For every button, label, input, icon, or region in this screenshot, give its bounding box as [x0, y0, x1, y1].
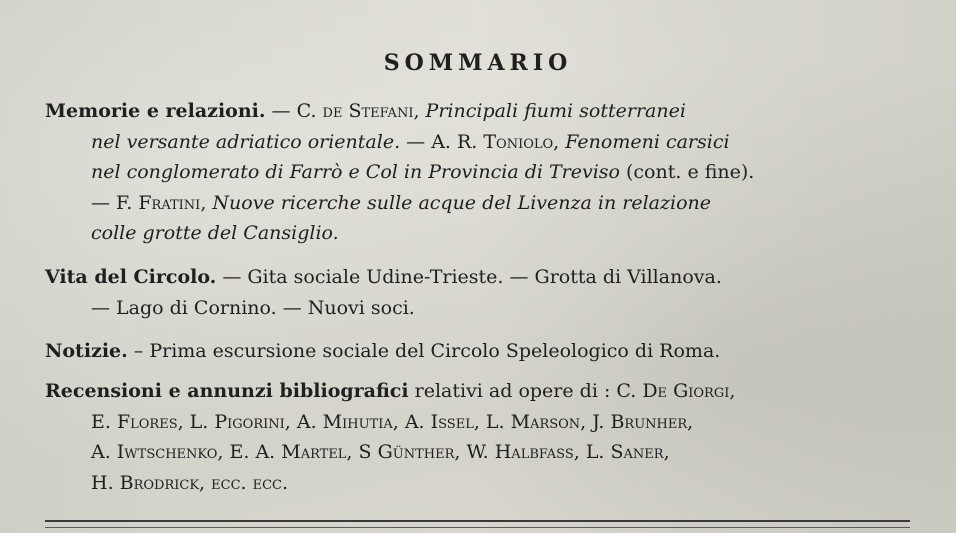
section-lead: Memorie e relazioni. — [45, 100, 266, 122]
text-span: , — [413, 100, 426, 122]
work-title: colle grotte del Cansiglio. — [91, 222, 339, 244]
entry-line: A. Iwtschenko, E. A. Martel, S Günther, W. Halbfass, L. Saner, — [91, 441, 670, 463]
author-name: de Stefani — [322, 100, 414, 122]
text-span: — A. R. — [400, 130, 484, 153]
entry-line: E. Flores, L. Pigorini, A. Mihutia, A. Issel, L. Marson, J. Brunher, — [91, 410, 694, 433]
section-lead: Recensioni e annunzi bibliografici — [45, 380, 409, 402]
entry-line — [45, 262, 915, 293]
entry-line — [45, 96, 915, 127]
page-title: SOMMARIO — [383, 50, 573, 76]
entry-notizie — [45, 336, 915, 367]
work-title: Principali fiumi sotterranei — [425, 100, 686, 122]
section-lead: Notizie. — [45, 340, 128, 362]
entry-line — [45, 157, 915, 188]
entry-recensioni — [45, 376, 915, 498]
text-span: — C. — [265, 100, 323, 122]
entry-line — [45, 336, 915, 367]
author-name: Toniolo — [483, 130, 554, 153]
entry-line: H. Brodrick, ecc. ecc. — [91, 471, 289, 494]
text-span: , — [553, 130, 566, 153]
text-span: relativi ad opere di : C. — [408, 380, 643, 402]
text-span: – Prima escursione sociale del Circolo Speleologico di Roma. — [127, 340, 721, 362]
work-title: nel versante adriatico orientale. — [91, 130, 401, 153]
section-lead: Vita del Circolo. — [45, 266, 217, 288]
work-title: Fenomeni carsici — [565, 130, 730, 153]
entry-line — [45, 376, 915, 407]
text-span: (cont. e fine). — [619, 161, 755, 183]
author-name: De Giorgi, — [642, 380, 736, 402]
text-span: — Lago di Cornino. — Nuovi soci. — [91, 296, 415, 319]
work-title: Nuove ricerche sulle acque del Livenza in relazione — [212, 191, 711, 214]
text-span: — F. — [91, 191, 139, 214]
divider-rule — [45, 527, 910, 528]
entry-line — [45, 293, 915, 324]
divider-rule — [45, 520, 910, 522]
entry-vita — [45, 262, 915, 323]
entry-line — [45, 188, 915, 219]
text-span: — Gita sociale Udine-Trieste. — Grotta di Villanova. — [216, 266, 722, 288]
work-title: nel conglomerato di Farrò e Col in Provincia di Treviso — [91, 161, 620, 183]
author-name: Fratini — [138, 191, 201, 214]
entry-memorie — [45, 96, 915, 249]
entry-line — [45, 218, 915, 249]
text-span: , — [200, 191, 213, 214]
entry-line — [45, 127, 915, 158]
